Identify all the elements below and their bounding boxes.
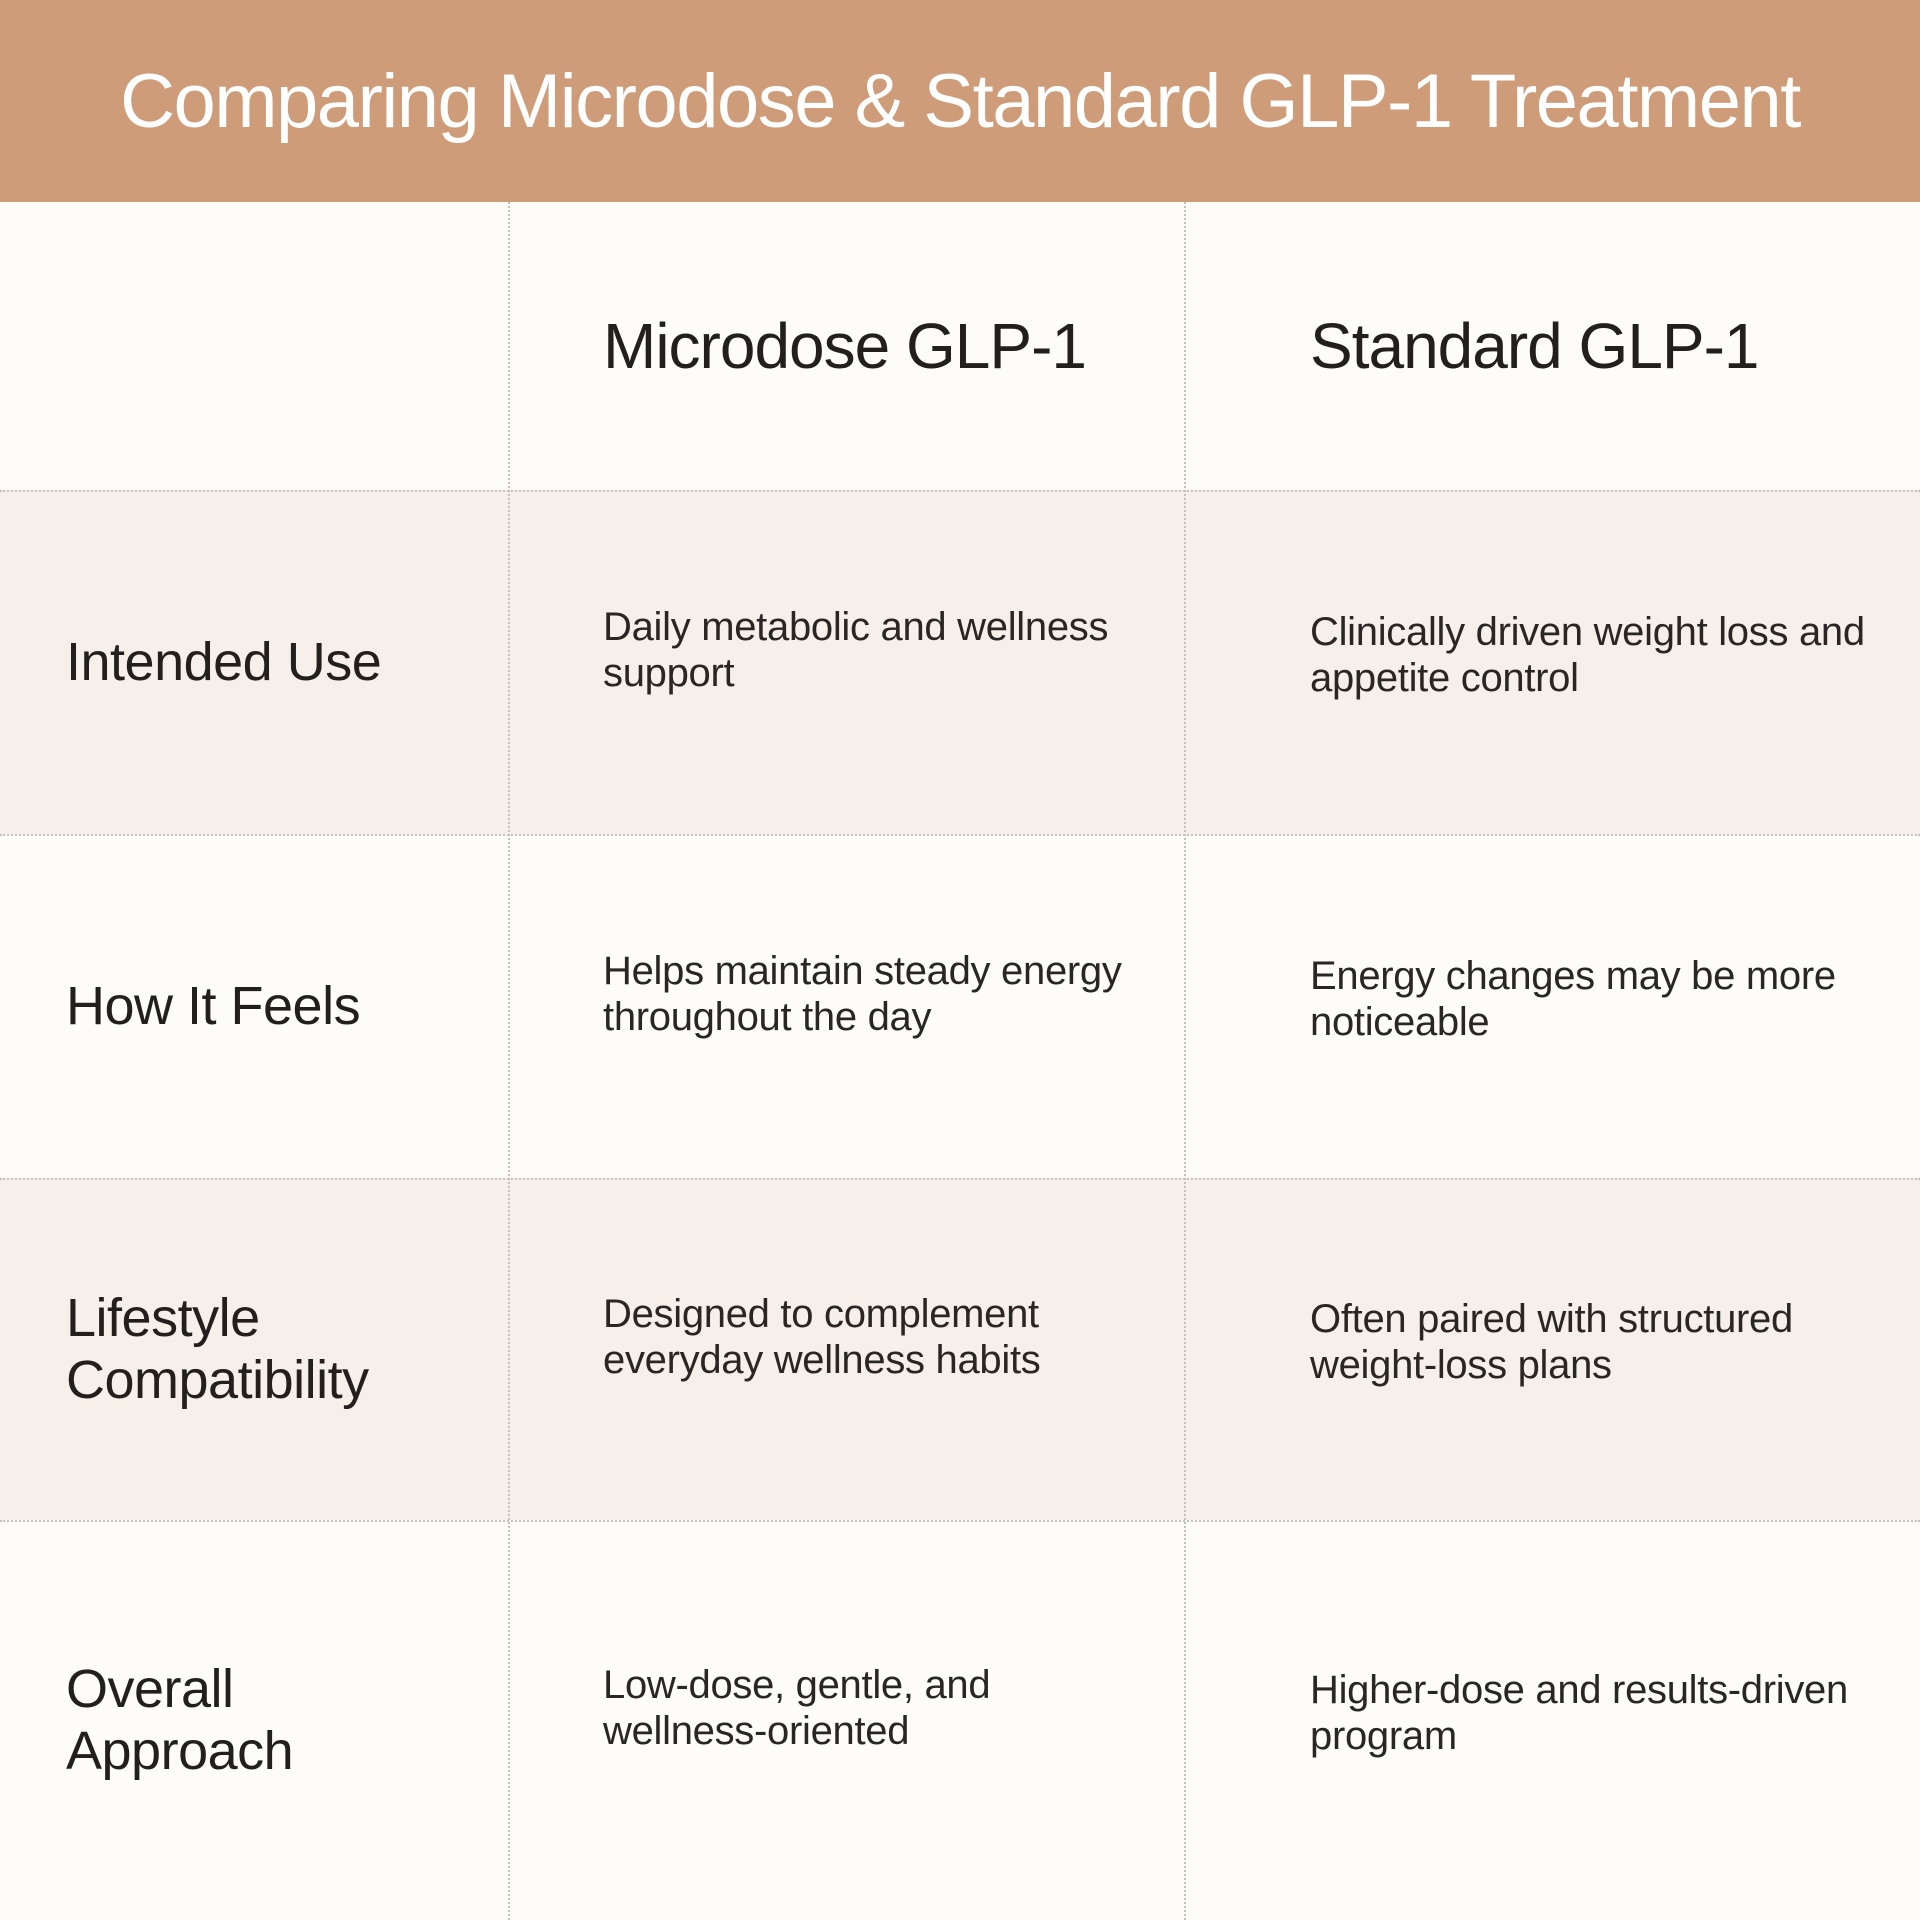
standard-cell [1185, 1520, 1920, 1920]
standard-cell [1185, 490, 1920, 834]
row-label: Overall Approach [66, 1659, 294, 1781]
header-cell-microdose [509, 202, 1185, 490]
standard-cell [1185, 834, 1920, 1178]
row-label-cell [0, 1178, 509, 1520]
standard-value: Energy changes may be more noticeable [1310, 954, 1836, 1044]
microdose-value: Daily metabolic and wellness support [603, 605, 1109, 695]
row-label-cell [0, 1520, 509, 1920]
column-divider [1184, 202, 1186, 1920]
table-row-overall-approach [0, 1520, 1920, 1920]
microdose-value: Helps maintain steady energy throughout the day [603, 949, 1122, 1039]
comparison-table [0, 202, 1920, 1920]
table-row-how-it-feels [0, 834, 1920, 1178]
microdose-cell [509, 1520, 1185, 1920]
header-banner [0, 0, 1920, 202]
row-label: Lifestyle Compatibility [66, 1288, 369, 1410]
microdose-value: Designed to complement everyday wellness habits [603, 1292, 1041, 1382]
table-row-intended-use [0, 490, 1920, 834]
column-divider [508, 202, 510, 1920]
row-label-cell [0, 834, 509, 1178]
microdose-cell [509, 1178, 1185, 1520]
header-empty-cell [0, 202, 509, 490]
microdose-value: Low-dose, gentle, and wellness-oriented [603, 1663, 991, 1753]
standard-cell [1185, 1178, 1920, 1520]
table-row-lifestyle-compatibility [0, 1178, 1920, 1520]
column-heading-standard: Standard GLP-1 [1310, 310, 1759, 382]
standard-value: Clinically driven weight loss and appetite control [1310, 610, 1865, 700]
header-cell-standard [1185, 202, 1920, 490]
page-title: Comparing Microdose & Standard GLP-1 Treatment [120, 58, 1800, 144]
table-header-row [0, 202, 1920, 490]
row-label: Intended Use [66, 632, 382, 692]
standard-value: Often paired with structured weight-loss plans [1310, 1297, 1793, 1387]
row-label-cell [0, 490, 509, 834]
column-heading-microdose: Microdose GLP-1 [603, 310, 1086, 382]
row-label: How It Feels [66, 976, 361, 1036]
microdose-cell [509, 834, 1185, 1178]
microdose-cell [509, 490, 1185, 834]
standard-value: Higher-dose and results-driven program [1310, 1668, 1848, 1758]
